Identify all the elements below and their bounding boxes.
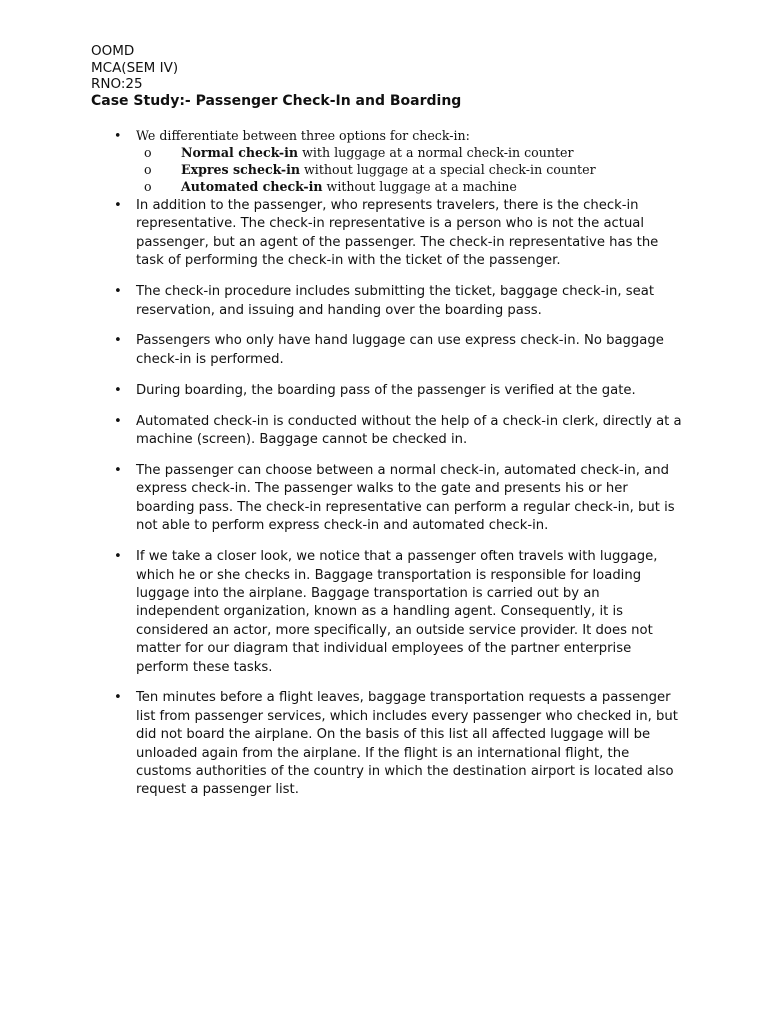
sub-bullet-icon: o <box>144 162 152 177</box>
bullet-icon: • <box>114 333 122 349</box>
list-item <box>114 548 684 677</box>
bullet-icon: • <box>114 382 122 398</box>
bullet-text: Ten minutes before a flight leaves, baggage transportation requests a passenger list from passenger services, which includes every passenger who checked in, but did not board the airplane. On the basis of this list all affected luggage will be unloaded again from the airplane. If the flight is an international flight, the customs authorities of the country in which the destination airport is located also request a passenger list. <box>136 690 678 798</box>
case-study-bullets <box>114 197 684 812</box>
sub-bullet-icon: o <box>144 145 152 160</box>
bullet-icon: • <box>114 198 122 213</box>
class-semester: MCA(SEM IV) <box>91 59 179 76</box>
bullet-text: During boarding, the boarding pass of the passenger is verified at the gate. <box>136 382 636 398</box>
list-item <box>114 332 684 369</box>
document-header <box>91 43 461 109</box>
list-item <box>114 382 684 400</box>
bullet-icon: • <box>114 549 122 565</box>
option-description: without luggage at a special check-in counter <box>300 162 596 177</box>
bullet-icon: • <box>114 690 122 706</box>
option-name: Expres scheck-in <box>181 162 301 177</box>
option-name: Automated check-in <box>181 179 323 194</box>
option-name: Normal check-in <box>181 145 299 160</box>
option-item <box>144 144 596 161</box>
list-item <box>114 197 684 271</box>
option-description: with luggage at a normal check-in counter <box>298 145 574 160</box>
list-item <box>114 283 684 320</box>
roll-number: RNO:25 <box>91 76 143 92</box>
course-code: OOMD <box>91 43 135 59</box>
list-item <box>114 689 684 799</box>
bullet-icon: • <box>114 128 122 143</box>
sub-bullet-icon: o <box>144 179 152 194</box>
bullet-text: Passengers who only have hand luggage can use express check-in. No baggage check-in is performed. <box>136 333 664 367</box>
bullet-text: Automated check-in is conducted without the help of a check-in clerk, directly at a machine (screen). Baggage cannot be checked in. <box>136 413 682 448</box>
list-item <box>114 127 596 144</box>
option-item <box>144 161 596 178</box>
list-item <box>114 462 684 536</box>
bullet-text: The passenger can choose between a normal check-in, automated check-in, and express check-in. The passenger walks to the gate and presents his or her boarding pass. The check-in representative can perform a regular check-in, but is not able to perform express check-in and automated check-in. <box>136 462 675 534</box>
option-item <box>144 178 596 195</box>
bullet-icon: • <box>114 462 122 478</box>
bullet-text: In addition to the passenger, who represents travelers, there is the check-in representative. The check-in representative is a person who is not the actual passenger, but an agent of the passenger. The check-in representative has the task of performing the check-in with the ticket of the passenger. <box>136 198 659 269</box>
option-description: without luggage at a machine <box>322 179 517 194</box>
list-item <box>114 413 684 450</box>
bullet-text: The check-in procedure includes submitting the ticket, baggage check-in, seat reservation, and issuing and handing over the boarding pass. <box>136 284 654 318</box>
bullet-icon: • <box>114 413 122 429</box>
bullet-icon: • <box>114 284 122 300</box>
page-title: Case Study:- Passenger Check-In and Boarding <box>91 92 462 109</box>
check-in-options-list <box>114 127 596 195</box>
intro-text: We differentiate between three options for check-in: <box>136 128 470 143</box>
bullet-text: If we take a closer look, we notice that a passenger often travels with luggage, which he or she checks in. Baggage transportation is responsible for loading luggage into the airplane. Baggage transportation is carried out by an independent organization, known as a handling agent. Consequently, it is considered an actor, more specifically, an outside service provider. It does not matter for our diagram that individual employees of the partner enterprise perform these tasks. <box>136 549 658 675</box>
